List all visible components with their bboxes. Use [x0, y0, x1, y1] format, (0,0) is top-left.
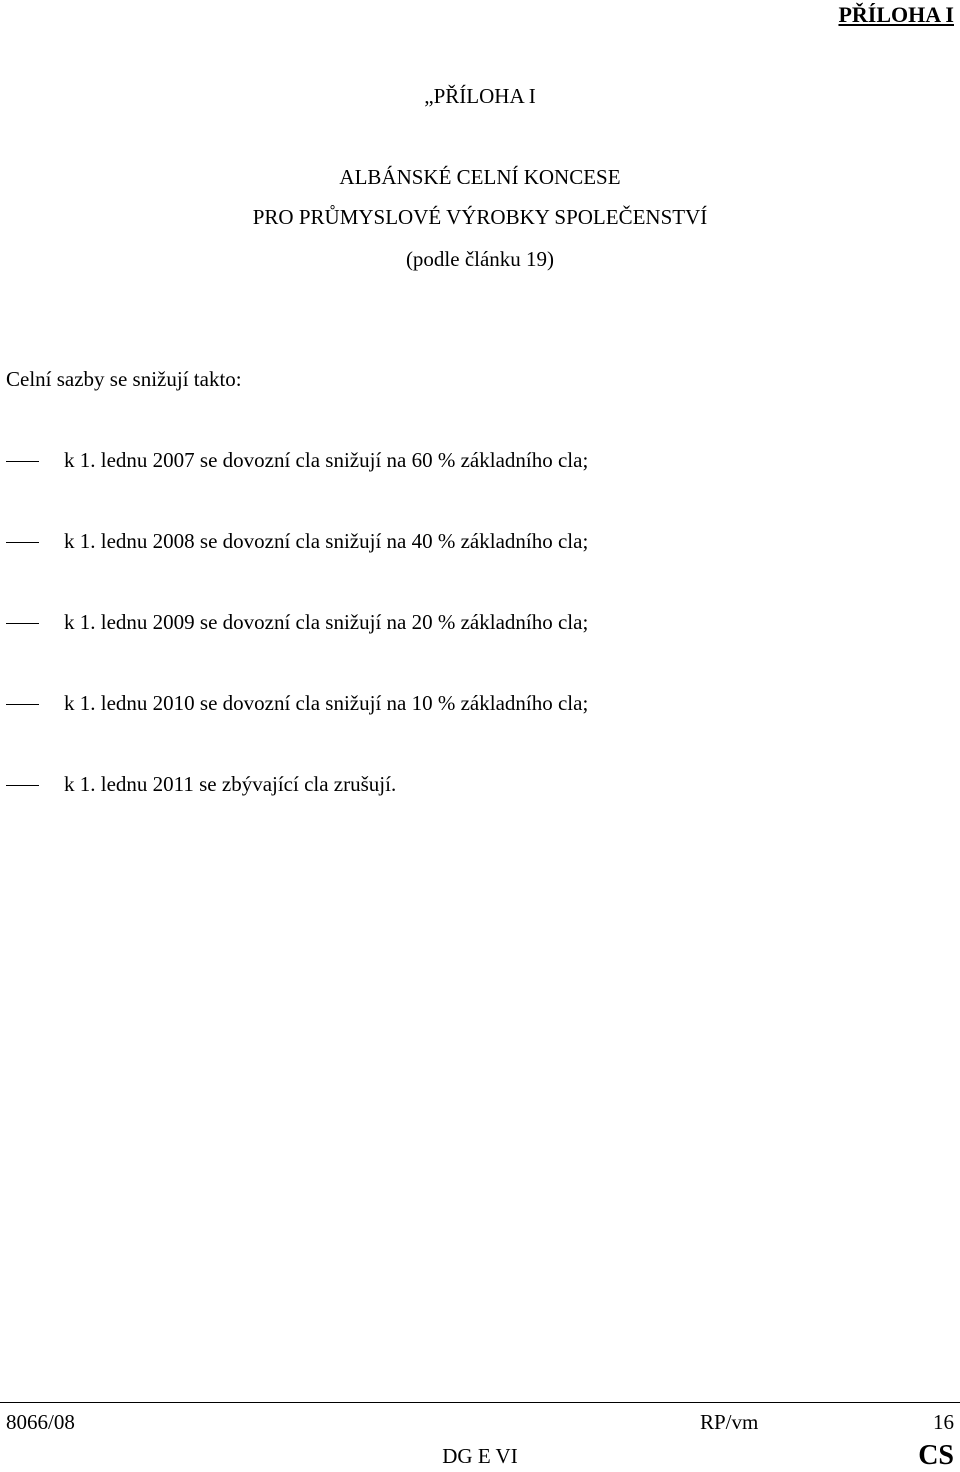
list-item-text: k 1. lednu 2010 se dovozní cla snižují na 10 % základního cla; [64, 691, 589, 715]
list-item [0, 529, 960, 610]
intro-paragraph: Celní sazby se snižují takto: [6, 367, 242, 391]
dash-bullet [6, 704, 39, 705]
footer-department: DG E VI [442, 1444, 518, 1468]
footer-divider [0, 1402, 960, 1403]
list-item [0, 610, 960, 691]
footer-language-code: CS [918, 1440, 954, 1471]
list-item [0, 691, 960, 772]
list-item-text: k 1. lednu 2007 se dovozní cla snižují na 60 % základního cla; [64, 448, 589, 472]
footer-page-number: 16 [933, 1410, 954, 1434]
footer-doc-number: 8066/08 [6, 1410, 75, 1434]
list-item-text: k 1. lednu 2009 se dovozní cla snižují na 20 % základního cla; [64, 610, 589, 634]
list-item-text: k 1. lednu 2011 se zbývající cla zrušují. [64, 772, 397, 796]
reduction-list [0, 448, 960, 853]
dash-bullet [6, 461, 39, 462]
document-heading-line-3: (podle článku 19) [405, 247, 555, 271]
document-heading-line-1: ALBÁNSKÉ CELNÍ KONCESE [339, 165, 621, 189]
dash-bullet [6, 785, 39, 786]
annex-title: „PŘÍLOHA I [424, 84, 536, 108]
dash-bullet [6, 623, 39, 624]
footer-initials: RP/vm [700, 1410, 759, 1434]
list-item-text: k 1. lednu 2008 se dovozní cla snižují na 40 % základního cla; [64, 529, 589, 553]
list-item [0, 448, 960, 529]
document-heading-line-2: PRO PRŮMYSLOVÉ VÝROBKY SPOLEČENSTVÍ [252, 205, 708, 229]
dash-bullet [6, 542, 39, 543]
list-item [0, 772, 960, 853]
annex-header-label: PŘÍLOHA I [838, 2, 954, 27]
